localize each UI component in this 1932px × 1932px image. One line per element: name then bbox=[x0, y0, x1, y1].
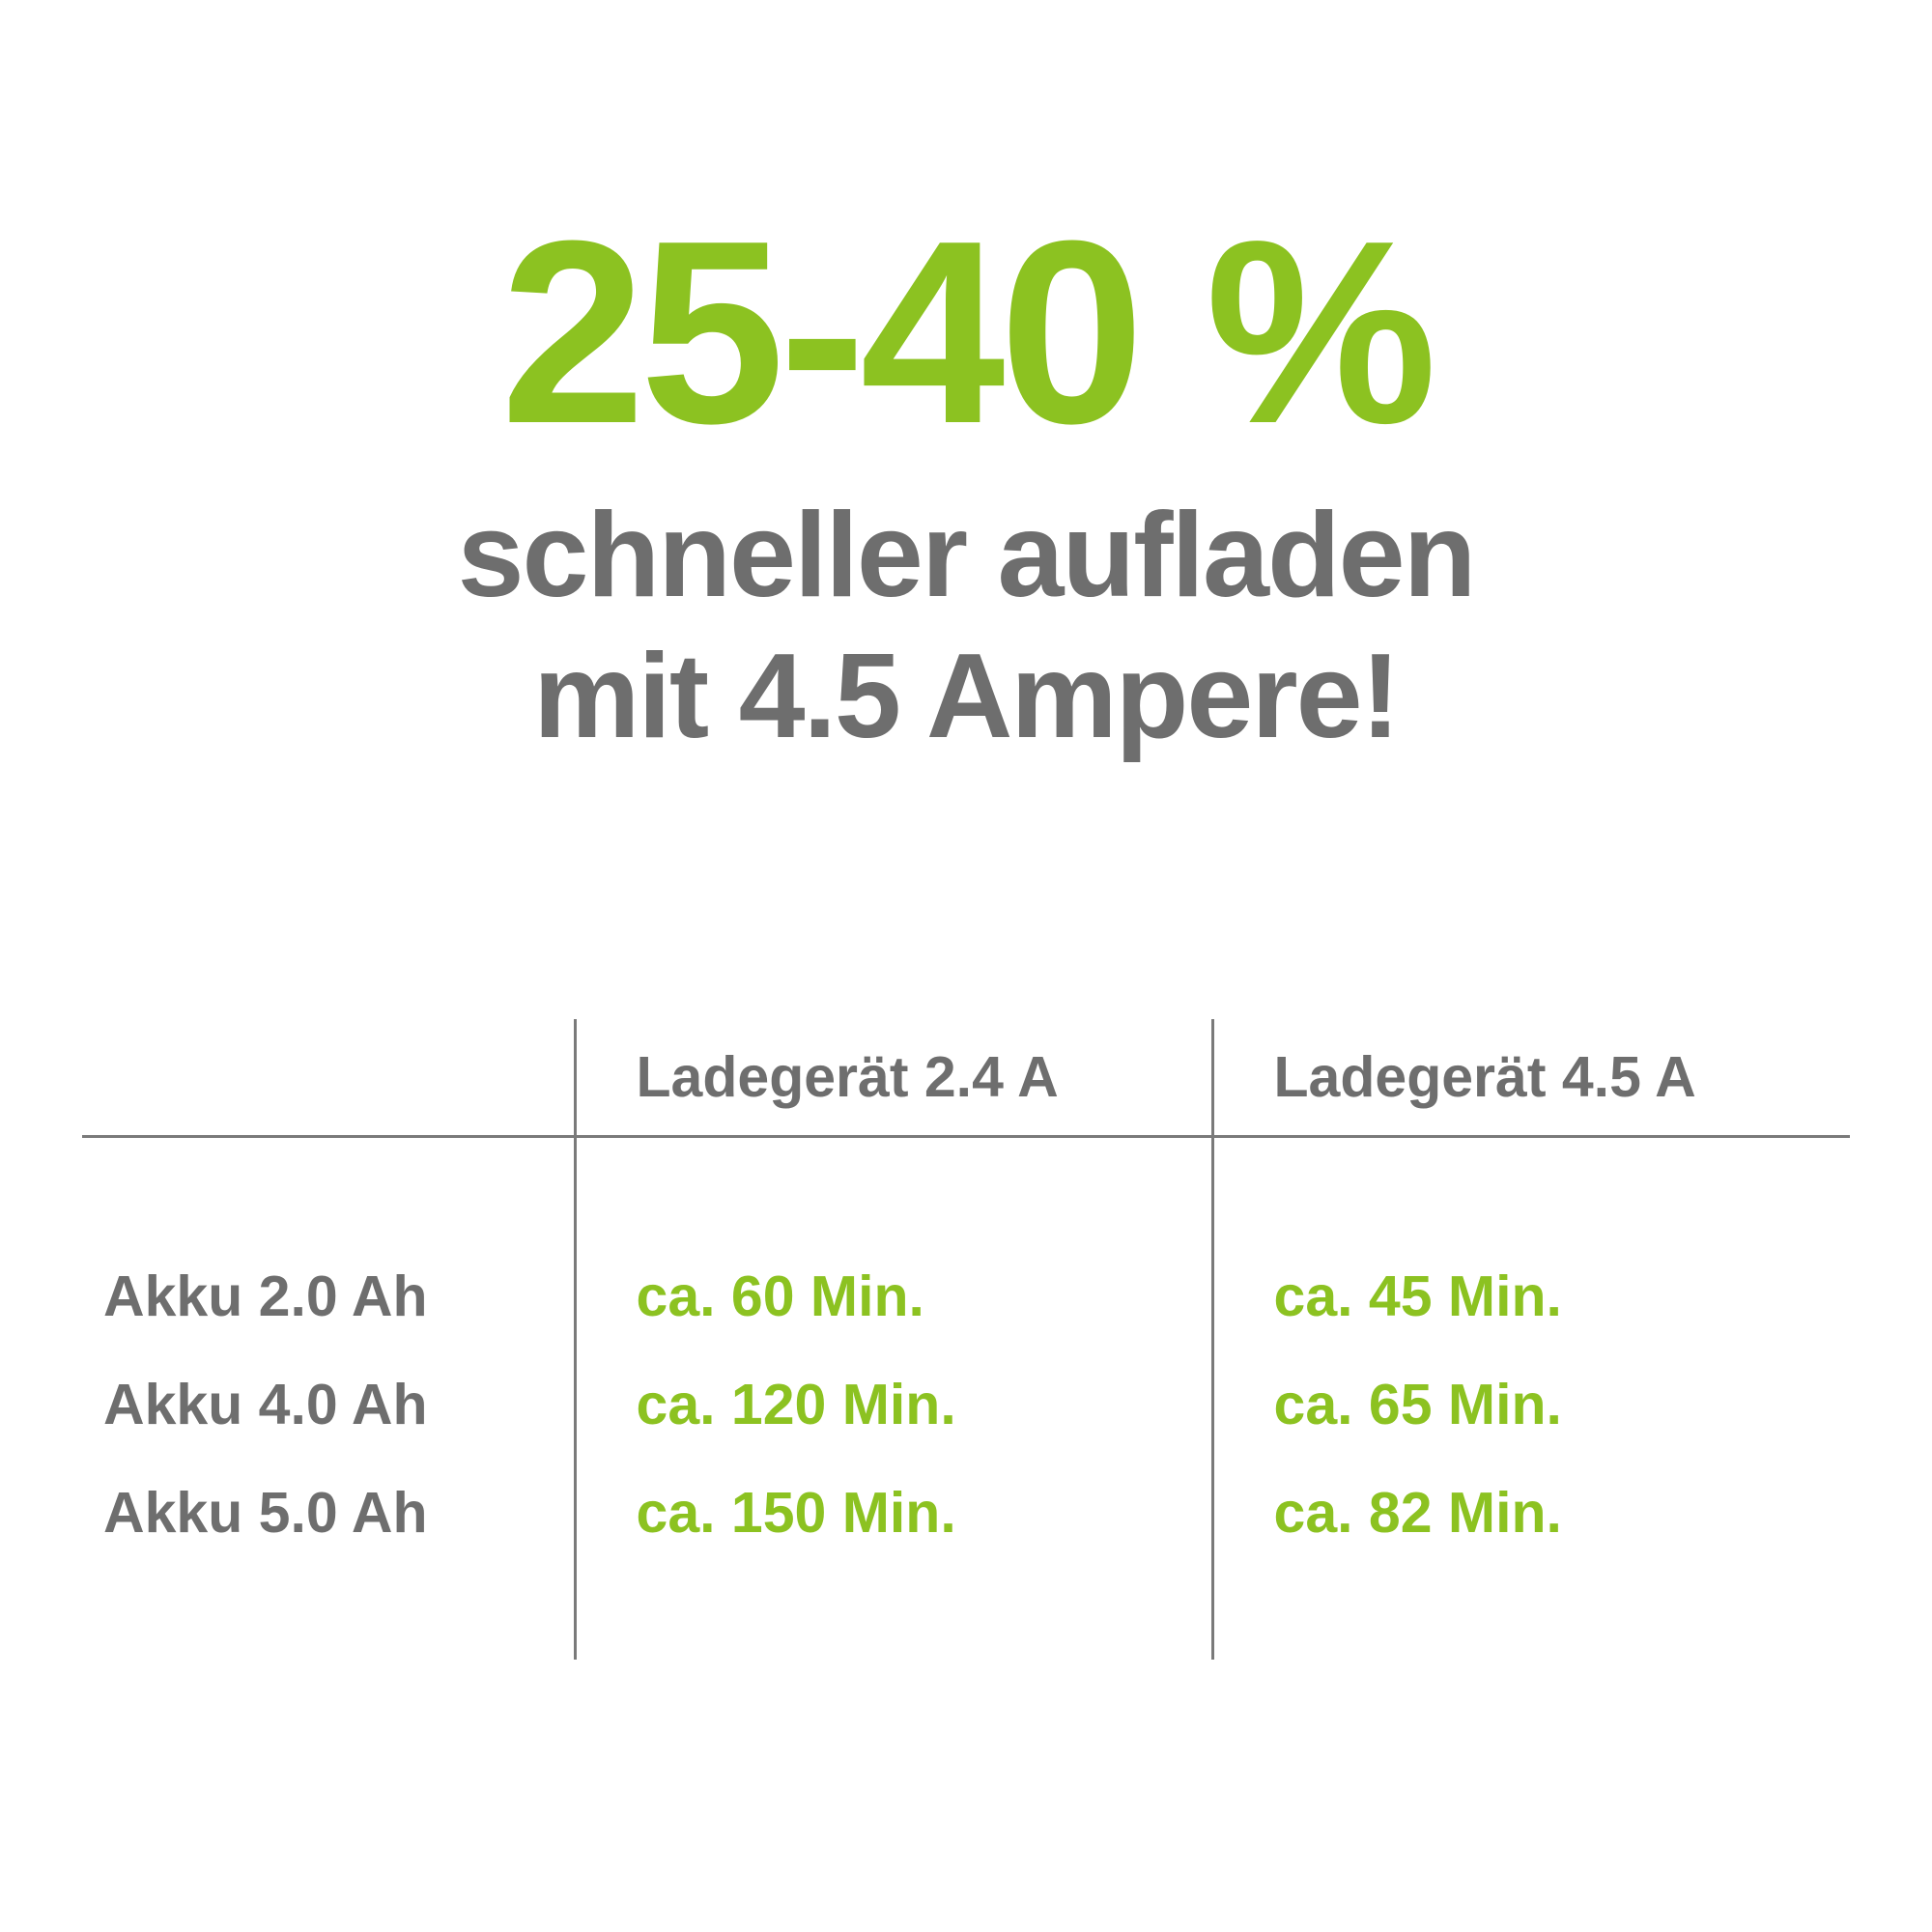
row-label-akku-2-0ah: Akku 2.0 Ah bbox=[103, 1264, 428, 1328]
table-header-charger-4-5a: Ladegerät 4.5 A bbox=[1212, 1019, 1850, 1137]
tail-cell-2 bbox=[1212, 1567, 1850, 1660]
table-tail-row bbox=[82, 1567, 1850, 1660]
charging-time-table bbox=[82, 1019, 1850, 1660]
table-row bbox=[82, 1242, 1850, 1350]
value-akku-5-0ah-charger-4-5a: ca. 82 Min. bbox=[1212, 1459, 1850, 1567]
headline-percentage: 25-40 % bbox=[500, 187, 1432, 478]
value-akku-5-0ah-charger-2-4a: ca. 150 Min. bbox=[575, 1459, 1212, 1567]
spacer-cell-1 bbox=[575, 1137, 1212, 1243]
charging-time-table-wrap bbox=[82, 1019, 1850, 1660]
headline-block bbox=[0, 187, 1932, 768]
headline-subtitle-line-1: schneller aufladen bbox=[457, 489, 1475, 622]
table-row bbox=[82, 1350, 1850, 1459]
value-akku-2-0ah-charger-2-4a: ca. 60 Min. bbox=[575, 1242, 1212, 1350]
spacer-cell-2 bbox=[1212, 1137, 1850, 1243]
table-header-corner bbox=[82, 1019, 575, 1137]
table-spacer-row bbox=[82, 1137, 1850, 1243]
spacer-cell-label bbox=[82, 1137, 575, 1243]
value-akku-4-0ah-charger-4-5a: ca. 65 Min. bbox=[1212, 1350, 1850, 1459]
table-row bbox=[82, 1459, 1850, 1567]
row-label-akku-4-0ah: Akku 4.0 Ah bbox=[103, 1373, 428, 1436]
value-akku-4-0ah-charger-2-4a: ca. 120 Min. bbox=[575, 1350, 1212, 1459]
row-label-akku-5-0ah: Akku 5.0 Ah bbox=[103, 1481, 428, 1545]
headline-subtitle bbox=[0, 485, 1932, 768]
headline-subtitle-line-2: mit 4.5 Ampere! bbox=[533, 630, 1399, 764]
table-header-charger-2-4a: Ladegerät 2.4 A bbox=[575, 1019, 1212, 1137]
tail-cell-label bbox=[82, 1567, 575, 1660]
value-akku-2-0ah-charger-4-5a: ca. 45 Min. bbox=[1212, 1242, 1850, 1350]
tail-cell-1 bbox=[575, 1567, 1212, 1660]
table-header-row bbox=[82, 1019, 1850, 1137]
